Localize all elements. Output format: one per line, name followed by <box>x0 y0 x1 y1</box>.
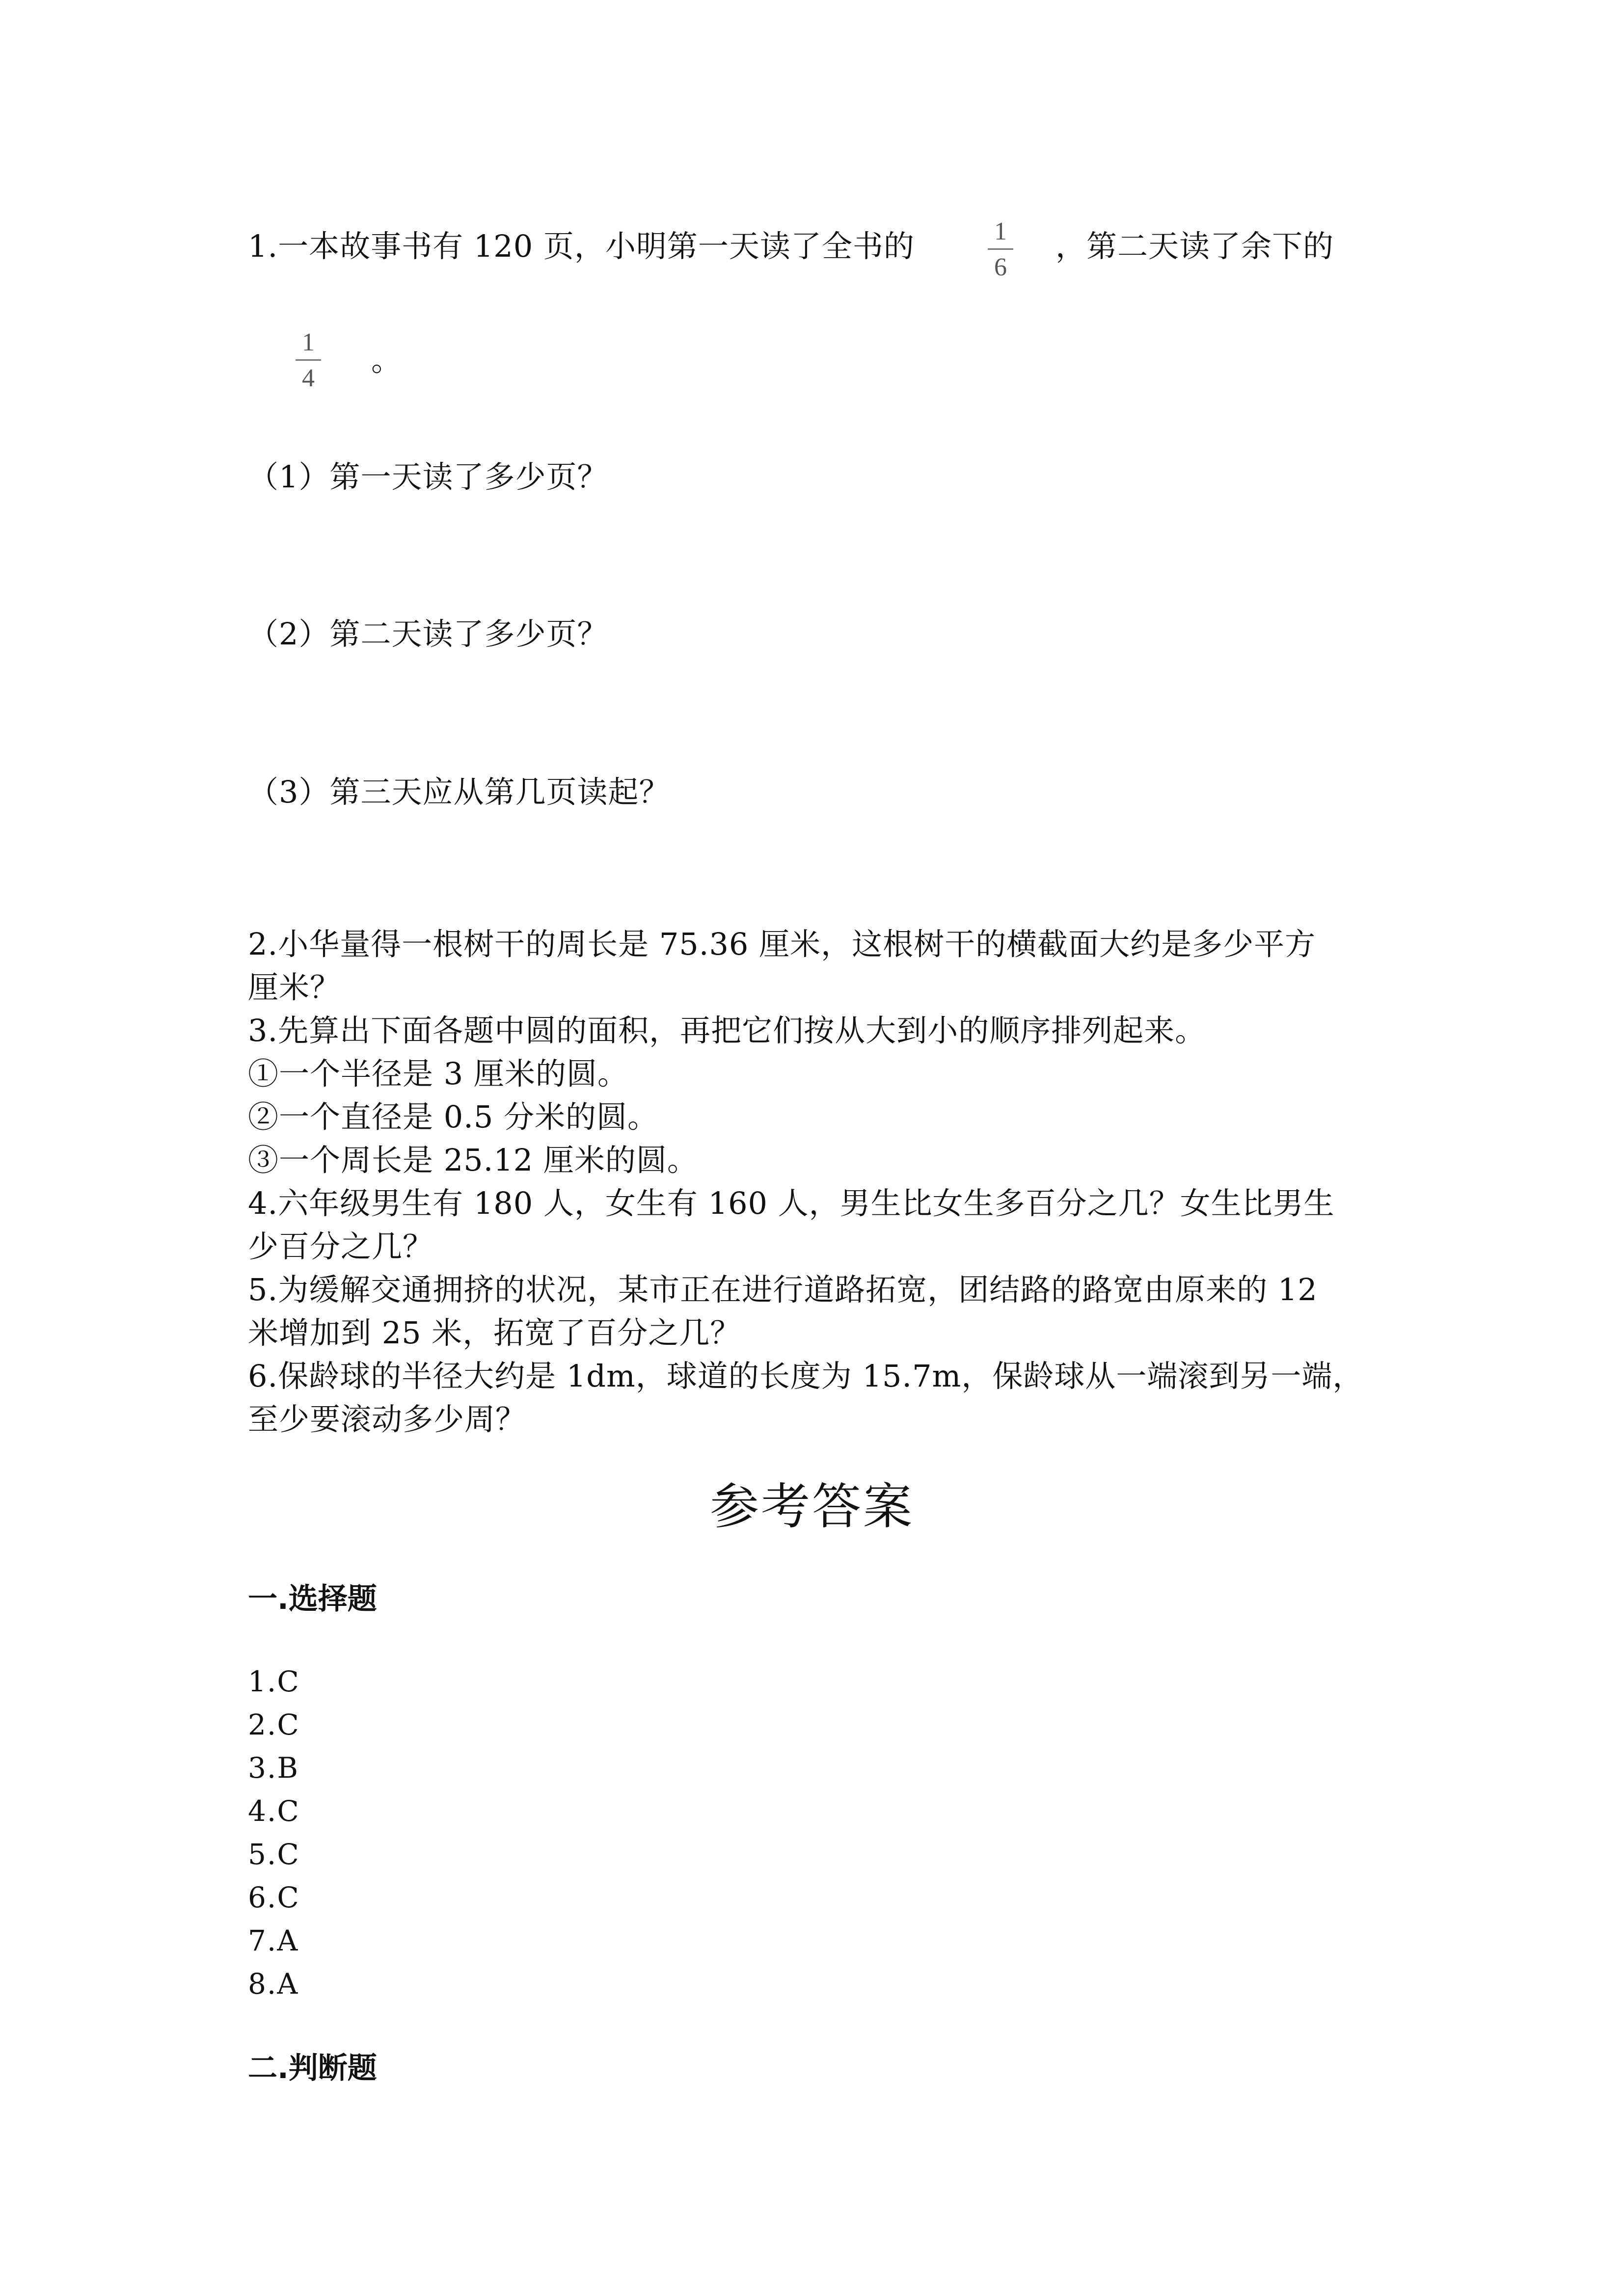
q6-line-2: 至少要滚动多少周？ <box>248 1401 527 1437</box>
q3-item-3: ③一个周长是 25.12 厘米的圆。 <box>248 1142 698 1178</box>
q1-sub-question-3: （3）第三天应从第几页读起？ <box>248 774 670 810</box>
q1-frac1-numerator: 1 <box>994 217 1007 245</box>
answer-item: 8.A <box>248 1967 299 2001</box>
q3-item-2: ②一个直径是 0.5 分米的圆。 <box>248 1099 659 1135</box>
answer-item: 5.C <box>248 1838 300 1871</box>
answer-item: 4.C <box>248 1794 300 1828</box>
q3-line-1: 3.先算出下面各题中圆的面积，再把它们按从大到小的顺序排列起来。 <box>248 1013 1206 1048</box>
q2-line-2: 厘米？ <box>248 969 341 1005</box>
q3-item-1: ①一个半径是 3 厘米的圆。 <box>248 1056 628 1092</box>
q1-frac2-denominator: 4 <box>302 364 315 392</box>
q1-end-mark: 。 <box>371 342 403 378</box>
q1-sub-question-2: （2）第二天读了多少页？ <box>248 616 608 652</box>
q6-line-1: 6.保龄球的半径大约是 1dm，球道的长度为 15.7m，保龄球从一端滚到另一端， <box>248 1358 1364 1394</box>
answer-title: 参考答案 <box>710 1478 914 1535</box>
q1-fraction-one-quarter <box>294 328 323 393</box>
q1-text-part-a: 1.一本故事书有 120 页，小明第一天读了全书的 <box>248 228 915 264</box>
fraction-bar <box>296 359 321 361</box>
q4-line-1: 4.六年级男生有 180 人，女生有 160 人，男生比女生多百分之几？女生比男生 <box>248 1185 1335 1221</box>
fraction-bar <box>988 248 1013 250</box>
q1-fraction-one-sixth <box>986 217 1015 282</box>
q1-sub-question-1: （1）第一天读了多少页？ <box>248 459 608 495</box>
section-title-true-false: 二.判断题 <box>248 2051 377 2085</box>
q5-line-1: 5.为缓解交通拥挤的状况，某市正在进行道路拓宽，团结路的路宽由原来的 12 <box>248 1272 1318 1308</box>
q2-line-1: 2.小华量得一根树干的周长是 75.36 厘米，这根树干的横截面大约是多少平方 <box>248 926 1316 962</box>
q4-line-2: 少百分之几？ <box>248 1228 434 1264</box>
section-title-multiple-choice: 一.选择题 <box>248 1582 377 1616</box>
q1-frac1-denominator: 6 <box>994 253 1007 281</box>
answer-item: 2.C <box>248 1708 300 1741</box>
q5-line-2: 米增加到 25 米，拓宽了百分之几？ <box>248 1315 741 1351</box>
q1-frac2-numerator: 1 <box>302 328 315 356</box>
answer-item: 1.C <box>248 1665 300 1698</box>
q1-text-part-b: ，第二天读了余下的 <box>1056 228 1334 264</box>
answer-item: 6.C <box>248 1881 300 1914</box>
answer-item: 3.B <box>248 1751 299 1785</box>
answer-item: 7.A <box>248 1924 299 1957</box>
